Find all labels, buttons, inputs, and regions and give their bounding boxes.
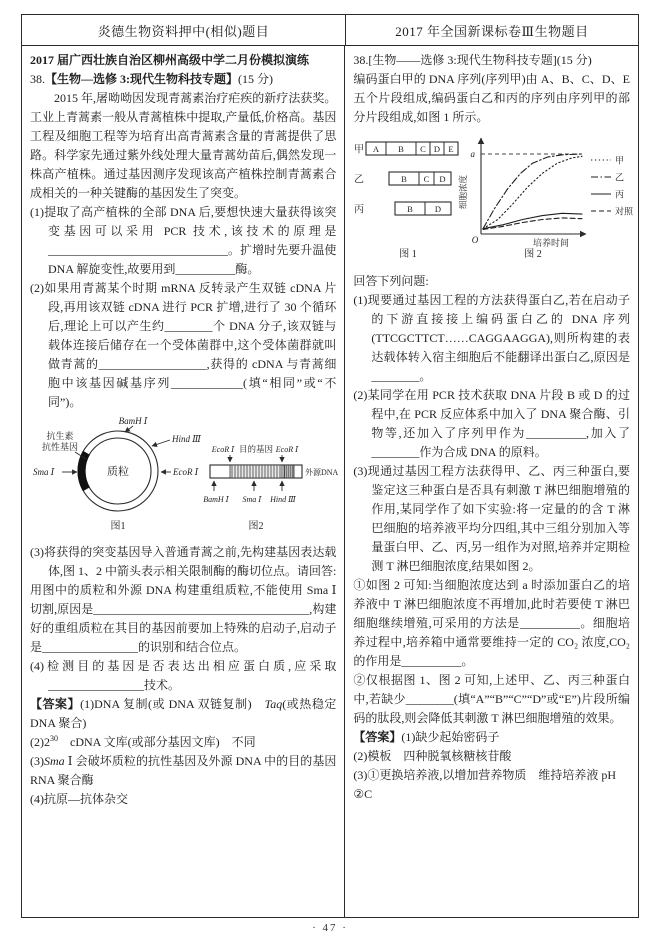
question-number: 38.	[30, 72, 45, 86]
resistance-gene-label: 抗性基因	[41, 442, 79, 452]
y-axis-label: 细胞浓度	[458, 174, 469, 210]
figure2-caption: 图2	[248, 521, 264, 532]
answer-2-rest: cDNA 文库(或部分基因文库) 不同	[58, 735, 256, 749]
hindIII-arrow	[152, 440, 170, 446]
hindIII-bottom-label: Hind Ⅲ	[270, 495, 296, 504]
right-answer-4: ②C	[353, 787, 373, 801]
segment-letter: B	[398, 144, 405, 154]
answer-3-italic: Sma	[44, 754, 65, 768]
segment-letter: A	[373, 144, 380, 154]
left-answer-2	[30, 733, 336, 752]
segment-letter: C	[420, 144, 427, 154]
right-question-3-sub1: ①如图 2 可知:当细胞浓度达到 a 时添加蛋白乙的培养液中 T 淋巴细胞浓度不再增加,此时若要使 T 淋巴细胞继续增殖,可采用的方法是__________。细胞培养过程中,培养箱中通常要维持一定的 CO₂ 浓度,CO₂ 的作用是__________。	[353, 578, 630, 668]
target-gene-label: 目的基因	[238, 444, 274, 454]
legend-label: 乙	[615, 172, 625, 183]
segment-letter: B	[401, 174, 408, 184]
figure1-caption: 图 1	[399, 249, 418, 260]
bar-row-label: 甲	[354, 144, 365, 156]
answer-1-italic: Taq	[264, 697, 283, 711]
growth-curves	[483, 154, 582, 230]
bar-row-label: 乙	[354, 174, 365, 186]
right-question-1: (1)现要通过基因工程的方法获得蛋白乙,若在启动子的下游直接接上编码蛋白乙的 DNA 序列(TTCGCTTCT……CAGGAAGGA),则所构建的表达载体转入宿主细胞后不能翻译出蛋白乙,原因是________。	[353, 293, 630, 383]
left-column	[22, 46, 349, 917]
right-question-head: 38.[生物——选修 3:现代生物科技专题](15 分)	[353, 53, 592, 67]
legend-label: 甲	[615, 155, 625, 166]
right-prompt: 回答下列问题:	[353, 274, 429, 288]
bamhI-bottom-label: BamH Ⅰ	[203, 495, 229, 504]
ecorI-top-left-label: EcoR Ⅰ	[211, 445, 235, 454]
smaI-bottom-label: Sma Ⅰ	[242, 495, 262, 504]
right-question-3: (3)现通过基因工程方法获得甲、乙、丙三种蛋白,要鉴定这三种蛋白是否具有刺激 T 淋巴细胞增殖的作用,某同学作了如下实验:将一定量的的含 T 淋巴细胞的培养液平均分四组,其中三组分别加入等量蛋白甲、乙、丙,另一组作为对照,培养并定期检测 T 淋巴细胞浓度,结果如图 2。	[353, 464, 630, 573]
figure2-caption: 图 2	[524, 249, 543, 260]
answer-1-text: (1)缺少起始密码子	[401, 730, 500, 744]
left-question-3: (3)将获得的突变基因导入普通青蒿之前,先构建基因表达载体,图 1、2 中箭头表示相关限制酶的酶切位点。请回答:	[30, 545, 337, 578]
bamhI-arrow	[125, 426, 133, 432]
foreign-dna-label: 外源DNA	[305, 468, 338, 477]
segment-letter: D	[435, 204, 442, 214]
left-question-2: (2)如果用青蒿某个时期 mRNA 反转录产生双链 cDNA 片段,再用该双链 cDNA 进行 PCR 扩增,进行了 30 个循环后,理论上可以产生约________个 DNA 分子,该双链与载体连接后储存在一个受体菌群中,这个受体菌群就叫做青蒿的__________________,获得的 cDNA 与青蒿细胞中该基因碱基序列____________(填“相同”或“不同”)。	[30, 281, 337, 409]
answer-3-no: (3)	[30, 754, 44, 768]
answer-2-base: (2)2	[30, 735, 50, 749]
header-cell-right: 2017 年全国新课标卷Ⅲ生物题目	[395, 23, 589, 39]
right-figure	[353, 130, 634, 270]
left-answer-4: (4)抗原—抗体杂交	[30, 792, 128, 806]
legend-label: 丙	[615, 189, 625, 200]
left-source-title: 2017 届广西壮族自治区柳州高级中学二月份模拟演练	[30, 53, 310, 67]
plasmid-and-foreign-dna-diagram	[30, 415, 338, 535]
table-body-row	[22, 46, 638, 917]
hindIII-site-label: Hind Ⅲ	[172, 434, 201, 444]
answer-label: 【答案】	[353, 730, 402, 744]
right-answer-2: (2)模板 四种脱氧核糖核苷酸	[353, 749, 512, 763]
left-question-4: (4)检测目的基因是否表达出相应蛋白质,应采取________________技术。	[30, 659, 337, 692]
x-axis-label: 培养时间	[533, 238, 570, 248]
segment-letter: B	[407, 204, 414, 214]
resistance-gene-label: 抗生素	[46, 431, 74, 441]
left-question-1: (1)提取了高产植株的全部 DNA 后,要想快速大量获得该突变基因可以采用 PCR 技术,该技术的原理是______________________________。扩增时先要升温使 DNA 解旋变性,故要用到__________酶。	[30, 205, 337, 276]
segment-letter: D	[434, 144, 441, 154]
answer-2-exponent: 30	[50, 734, 58, 743]
segment-letter: E	[448, 144, 454, 154]
segment-letter: D	[439, 174, 446, 184]
ecorI-top-right-label: EcoR Ⅰ	[275, 445, 299, 454]
table-header-row	[22, 15, 638, 46]
right-question-2: (2)某同学在用 PCR 技术获取 DNA 片段 B 或 D 的过程中,在 PCR 反应体系中加入了 DNA 聚合酶、引物等,还加入了序列甲作为__________,加入了________作为合成 DNA 的原料。	[353, 388, 630, 459]
page-number: · 47 ·	[312, 922, 348, 934]
answer-1-rest: (或热稳定 DNA 聚合)	[30, 697, 337, 730]
chart-legend	[591, 156, 634, 217]
left-answer-1	[30, 695, 336, 733]
left-question-3b: 用图中的质粒和外源 DNA 构建重组质粒,不能使用 Sma Ⅰ 切割,原因是____________________________________,构建好的重组质粒在其目的基因前要加上特殊的启动子,启动子是________________的识别和结合位点。	[30, 583, 337, 654]
right-intro-paragraph: 编码蛋白甲的 DNA 序列(序列甲)由 A、B、C、D、E 五个片段组成,编码蛋白乙和丙的序列由序列甲的部分片段组成,如图 1 所示。	[353, 72, 630, 124]
question-score: (15 分)	[238, 72, 273, 86]
origin-label: O	[472, 235, 479, 245]
answer-1-text: (1)DNA 复制(或 DNA 双链复制)	[80, 697, 265, 711]
protein-segments-and-growth-chart	[353, 130, 638, 264]
a-tick-label: a	[470, 149, 476, 159]
header-cell-left: 炎德生物资料押中(相似)题目	[22, 15, 346, 45]
plasmid-label: 质粒	[107, 466, 129, 478]
bamhI-site-label: BamH Ⅰ	[118, 416, 148, 426]
segment-letter: C	[424, 174, 430, 184]
figure1-caption: 图1	[110, 521, 126, 532]
bar-row-label: 丙	[354, 204, 365, 216]
left-question-head	[30, 70, 336, 89]
figure1-protein-bars	[354, 142, 458, 216]
ecorI-site-label: EcoR Ⅰ	[173, 467, 199, 477]
left-answer-3	[30, 752, 349, 790]
legend-label: 对照	[615, 206, 634, 217]
right-question-3-sub2: ②仅根据图 1、图 2 可知,上述甲、乙、丙三种蛋白中,若缺少________(填“A”“B”“C”“D”或“E”)片段所编码的肽段,则会降低其刺激 T 淋巴细胞增殖的效果。	[353, 673, 630, 725]
left-intro-paragraph: 2015 年,屠呦呦因发现青蒿素治疗疟疾的新疗法获奖。工业上青蒿素一般从青蒿植株中提取,产量低,价格高。基因工程及细胞工程等为培育出高青蒿素含量的青蒿提供了思路。科学家先通过紫外线处理大量青蒿幼苗后,偶然发现一株高产植株。通过基因测序发现该高产植株控制青蒿素合成相关的一种关键酶的基因发生了突变。	[30, 91, 337, 200]
target-gene-region	[230, 465, 282, 478]
target-gene-region-end	[284, 465, 294, 478]
answer-3-rest: Ⅰ 会破坏质粒的抗性基因及外源 DNA 中的目的基因 RNA 聚合酶	[30, 754, 349, 787]
segment-bar	[395, 202, 451, 215]
right-answer-1	[353, 728, 630, 747]
question-tag: 【生物—选修 3:现代生物科技专题】	[45, 72, 238, 86]
answer-label: 【答案】	[30, 697, 81, 711]
left-figure	[30, 415, 336, 541]
right-answer-3: (3)①更换培养液,以增加营养物质 维持培养液 pH	[353, 768, 617, 782]
smaI-site-label: Sma Ⅰ	[33, 467, 55, 477]
right-column	[345, 46, 638, 917]
comparison-table	[21, 14, 639, 918]
